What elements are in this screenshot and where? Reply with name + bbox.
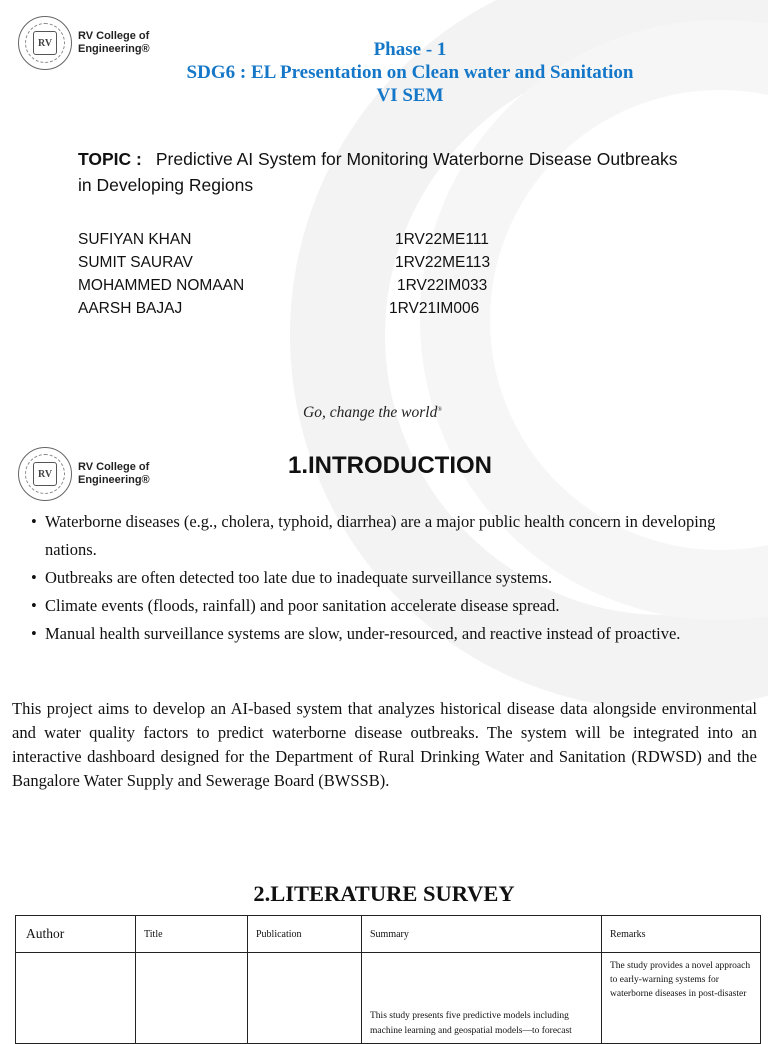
project-description-paragraph: This project aims to develop an AI-based system that analyzes historical disease data alongside environmental and water quality factors to predict waterborne disease outbreaks. The system will be integrated into an interactive dashboard designed for the Department of Rural Drinking Water and Sanitation (RDWSD) and the Bangalore Water Supply and Sewerage Board (BWSSB). [12,699,757,790]
slide-title-block [130,38,690,107]
member-name: AARSH BAJAJ [78,300,183,317]
member-row [78,254,548,277]
bullet-item: • Manual health surveillance systems are slow, under-resourced, and reactive instead of proactive. [30,620,750,648]
topic-text: Predictive AI System for Monitoring Waterborne Disease Outbreaks in Developing Regions [78,149,678,195]
introduction-heading: 1.INTRODUCTION [288,452,492,479]
literature-survey-heading: 2.LITERATURE SURVEY [253,881,515,906]
team-members-list [78,231,548,323]
college-seal-icon [18,16,72,70]
column-header-summary: Summary [362,916,602,953]
member-usn: 1RV22ME113 [395,254,491,271]
seal-monogram: RV [33,462,57,486]
college-slogan [303,404,442,422]
column-header-title: Title [136,916,248,953]
member-name: MOHAMMED NOMAAN [78,277,245,294]
literature-survey-table [15,915,761,1044]
table-row [16,953,761,1044]
bullet-item: • Climate events (floods, rainfall) and poor sanitation accelerate disease spread. [30,592,750,620]
member-name: SUFIYAN KHAN [78,231,192,248]
cell-remarks: The study provides a novel approach to early-warning systems for waterborne diseases in post-disaster [602,953,761,1044]
slogan-text: Go, change the world [303,404,438,421]
column-header-remarks: Remarks [602,916,761,953]
college-seal-icon [18,447,72,501]
member-usn: 1RV22IM033 [397,277,488,294]
cell-summary: This study presents five predictive models including machine learning and geospatial models—to forecast [362,953,602,1044]
cell-author [16,953,136,1044]
introduction-bullet-list [30,508,750,648]
topic-block [78,146,678,198]
seal-monogram: RV [33,31,57,55]
college-name-line1: RV College of [78,30,150,42]
cell-title [136,953,248,1044]
member-row [78,231,548,254]
college-name-line2: Engineering® [78,474,150,486]
college-name-line2: Engineering® [78,43,150,55]
phase-title: Phase - 1 [373,39,447,60]
member-row [78,300,548,323]
column-header-author: Author [16,916,136,953]
member-row [78,277,548,300]
bullet-item: • Waterborne diseases (e.g., cholera, typhoid, diarrhea) are a major public health concern in developing nations. [30,508,750,564]
member-usn: 1RV21IM006 [389,300,480,317]
topic-label: TOPIC : [78,149,142,169]
member-usn: 1RV22ME111 [395,231,489,248]
presentation-subtitle: SDG6 : EL Presentation on Clean water and Sanitation [186,62,634,83]
bullet-item: • Outbreaks are often detected too late due to inadequate surveillance systems. [30,564,750,592]
cell-publication [248,953,362,1044]
table-header-row [16,916,761,953]
college-name-line1: RV College of [78,461,150,473]
column-header-publication: Publication [248,916,362,953]
member-name: SUMIT SAURAV [78,254,193,271]
semester-label: VI SEM [376,85,444,106]
registered-mark: ® [437,406,442,413]
